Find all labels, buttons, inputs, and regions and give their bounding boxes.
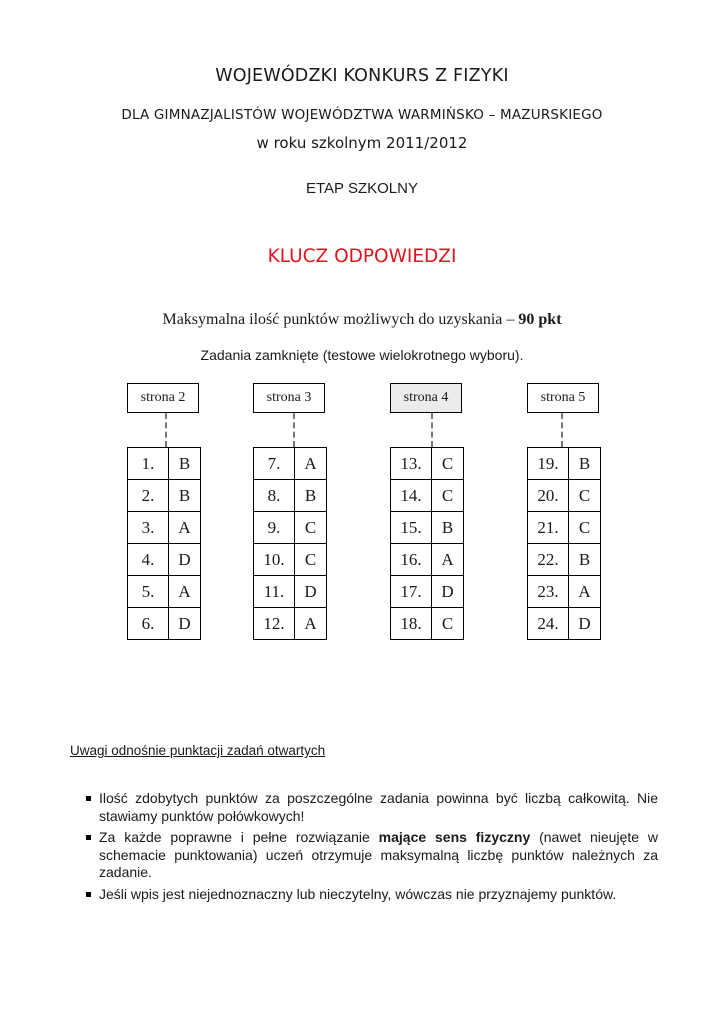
table-row <box>528 512 601 544</box>
question-number: 3. <box>128 512 169 544</box>
remark-text: Jeśli wpis jest niejednoznaczny lub nieczytelny, wówczas nie przyznajemy punktów. <box>99 885 617 902</box>
question-number: 12. <box>254 608 295 640</box>
list-item <box>86 790 658 825</box>
table-row <box>254 480 327 512</box>
question-number: 22. <box>528 544 569 576</box>
question-number: 14. <box>391 480 432 512</box>
school-year: w roku szkolnym 2011/2012 <box>256 134 468 152</box>
page-label-box: strona 2 <box>127 383 199 413</box>
answer-table <box>253 447 327 640</box>
table-row <box>528 544 601 576</box>
answer-letter: A <box>432 544 464 576</box>
question-number: 9. <box>254 512 295 544</box>
remarks-list <box>86 790 658 907</box>
dashed-connector <box>431 413 433 447</box>
table-row <box>128 480 201 512</box>
table-row <box>391 608 464 640</box>
table-row <box>391 576 464 608</box>
question-number: 16. <box>391 544 432 576</box>
square-bullet-icon <box>86 892 91 897</box>
document-subtitle: DLA GIMNAZJALISTÓW WOJEWÓDZTWA WARMIŃSKO – MAZURSKIEGO <box>121 107 603 123</box>
answer-letter: C <box>569 512 601 544</box>
list-item <box>86 829 658 882</box>
answer-letter: D <box>295 576 327 608</box>
max-points-line <box>0 311 724 329</box>
answer-letter: B <box>295 480 327 512</box>
table-row <box>254 576 327 608</box>
question-number: 11. <box>254 576 295 608</box>
answer-letter: A <box>295 448 327 480</box>
question-number: 13. <box>391 448 432 480</box>
table-row <box>254 544 327 576</box>
table-row <box>528 608 601 640</box>
answer-table <box>527 447 601 640</box>
table-row <box>391 480 464 512</box>
remarks-heading: Uwagi odnośnie punktacji zadań otwartych <box>70 743 326 758</box>
dashed-connector <box>561 413 563 447</box>
table-row <box>391 544 464 576</box>
answer-letter: B <box>569 544 601 576</box>
answer-letter: B <box>432 512 464 544</box>
answer-letter: C <box>295 512 327 544</box>
answer-letter: D <box>432 576 464 608</box>
table-row <box>391 512 464 544</box>
answer-letter: C <box>295 544 327 576</box>
question-number: 6. <box>128 608 169 640</box>
max-points-value: 90 pkt <box>518 311 562 328</box>
question-number: 24. <box>528 608 569 640</box>
remark-text: Za każde poprawne i pełne rozwiązanie <box>99 829 379 845</box>
square-bullet-icon <box>86 796 91 801</box>
table-row <box>254 512 327 544</box>
table-row <box>528 480 601 512</box>
answer-table <box>390 447 464 640</box>
remark-text: (nawet nieujęte w schemacie punktowania) uczeń otrzymuje maksymalną liczbę punktów należnych za zadanie. <box>99 829 659 880</box>
answer-key-title: KLUCZ ODPOWIEDZI <box>267 246 457 267</box>
question-number: 23. <box>528 576 569 608</box>
max-points-text: Maksymalna ilość punktów możliwych do uzyskania – <box>162 311 519 328</box>
answer-letter: A <box>295 608 327 640</box>
page-label-box: strona 3 <box>253 383 325 413</box>
table-row <box>128 576 201 608</box>
page-label-box: strona 5 <box>527 383 599 413</box>
table-row <box>528 448 601 480</box>
answer-table <box>127 447 201 640</box>
answer-letter: A <box>169 512 201 544</box>
table-row <box>254 608 327 640</box>
question-number: 5. <box>128 576 169 608</box>
question-number: 7. <box>254 448 295 480</box>
page-label-box: strona 4 <box>390 383 462 413</box>
question-number: 18. <box>391 608 432 640</box>
table-row <box>128 608 201 640</box>
table-row <box>254 448 327 480</box>
square-bullet-icon <box>86 835 91 840</box>
dashed-connector <box>293 413 295 447</box>
list-item <box>86 886 658 904</box>
table-row <box>128 512 201 544</box>
answer-letter: A <box>169 576 201 608</box>
remark-text: Ilość zdobytych punktów za poszczególne zadania powinna być liczbą całkowitą. Nie stawiamy punktów połówkowych! <box>99 790 658 824</box>
remark-emphasis: mające sens fizyczny <box>378 829 531 845</box>
closed-tasks-label: Zadania zamknięte (testowe wielokrotnego wyboru). <box>200 347 524 363</box>
answer-letter: B <box>569 448 601 480</box>
question-number: 17. <box>391 576 432 608</box>
stage-label: ETAP SZKOLNY <box>306 180 418 197</box>
question-number: 1. <box>128 448 169 480</box>
question-number: 20. <box>528 480 569 512</box>
answer-letter: C <box>432 480 464 512</box>
question-number: 8. <box>254 480 295 512</box>
answer-letter: D <box>169 544 201 576</box>
answer-letter: D <box>569 608 601 640</box>
table-row <box>128 544 201 576</box>
question-number: 21. <box>528 512 569 544</box>
document-title: WOJEWÓDZKI KONKURS Z FIZYKI <box>215 66 509 86</box>
question-number: 19. <box>528 448 569 480</box>
question-number: 10. <box>254 544 295 576</box>
answer-letter: C <box>432 448 464 480</box>
answer-letter: B <box>169 448 201 480</box>
answer-letter: D <box>169 608 201 640</box>
table-row <box>128 448 201 480</box>
answer-letter: B <box>169 480 201 512</box>
question-number: 15. <box>391 512 432 544</box>
answer-letter: C <box>569 480 601 512</box>
question-number: 4. <box>128 544 169 576</box>
answer-letter: A <box>569 576 601 608</box>
question-number: 2. <box>128 480 169 512</box>
answer-letter: C <box>432 608 464 640</box>
table-row <box>528 576 601 608</box>
table-row <box>391 448 464 480</box>
dashed-connector <box>165 413 167 447</box>
